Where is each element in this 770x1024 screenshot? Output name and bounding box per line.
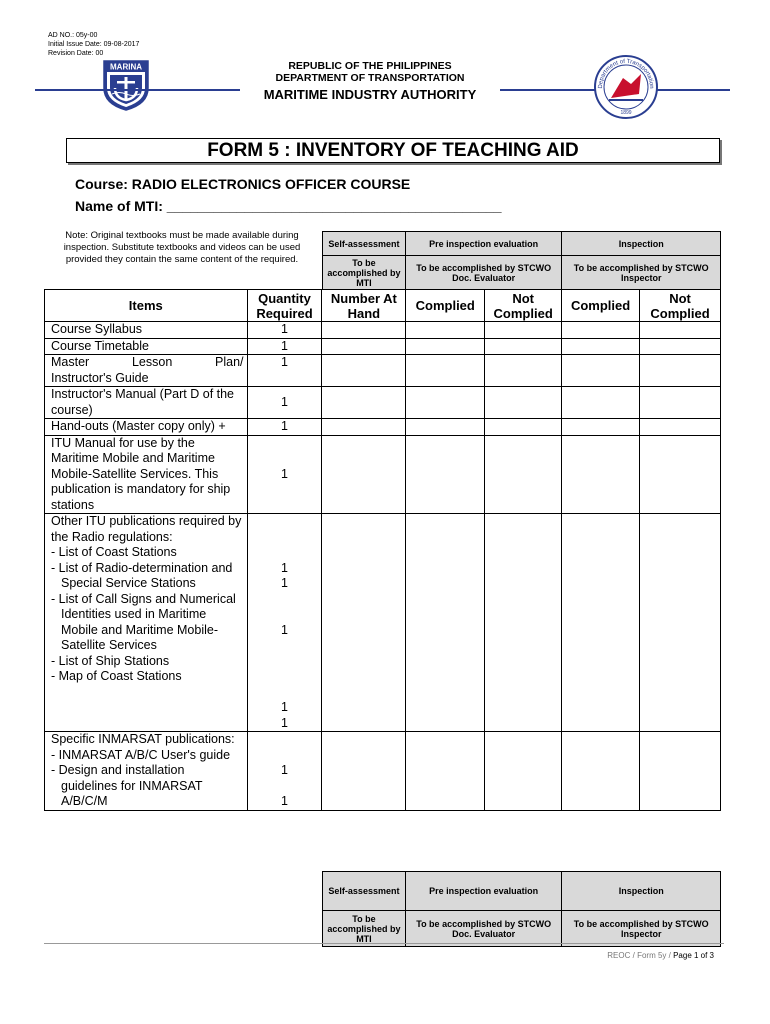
sub-item: - Design and installation guidelines for INMARSAT A/B/C/M <box>51 763 203 808</box>
table-row <box>45 732 721 811</box>
pre-inspection-label: Pre inspection evaluation <box>405 232 562 256</box>
not-complied-cell[interactable] <box>485 387 562 419</box>
number-at-hand-cell[interactable] <box>322 514 406 732</box>
complied-cell[interactable] <box>406 338 485 355</box>
inspection-label: Inspection <box>562 232 721 256</box>
item-cell: Course Syllabus <box>45 322 248 339</box>
complied-cell[interactable] <box>406 387 485 419</box>
number-at-hand-cell[interactable] <box>322 387 406 419</box>
item-cell: Hand-outs (Master copy only) + <box>45 419 248 436</box>
table-row <box>45 322 721 339</box>
note-text: Note: Original textbooks must be made available during inspection. Substitute textbooks and videos can be used provided they contain the same content of the required. <box>63 230 301 265</box>
column-header-row <box>45 290 721 322</box>
inspection-label: Inspection <box>562 872 721 911</box>
not-complied-cell[interactable] <box>485 514 562 732</box>
sub-quantity: 1 <box>281 576 288 590</box>
page-number: Page 1 of 3 <box>673 951 714 960</box>
dotr-seal-year: 1899 <box>620 110 632 116</box>
quantity-cell: 1 <box>247 435 322 514</box>
course-name: Course: RADIO ELECTRONICS OFFICER COURSE <box>75 176 411 192</box>
not-complied-cell[interactable] <box>485 732 562 811</box>
marina-logo-text: MARINA <box>110 62 142 72</box>
quantity-cell: 1 <box>247 322 322 339</box>
col-number-at-hand: Number At Hand <box>322 290 406 322</box>
pre-inspection-label: Pre inspection evaluation <box>405 872 562 911</box>
table-row <box>45 338 721 355</box>
not-complied-cell[interactable] <box>640 355 721 387</box>
item-cell <box>45 732 248 811</box>
quantity-cell <box>247 514 322 732</box>
number-at-hand-cell[interactable] <box>322 355 406 387</box>
by-evaluator-label: To be accomplished by STCWO Doc. Evaluator <box>405 911 562 947</box>
footer-reference: REOC / Form 5y / <box>607 951 674 960</box>
number-at-hand-cell[interactable] <box>322 732 406 811</box>
item-cell: Instructor's Manual (Part D of the course) <box>45 387 248 419</box>
page-footer <box>607 951 714 960</box>
col-items: Items <box>45 290 248 322</box>
not-complied-cell[interactable] <box>640 419 721 436</box>
complied-cell[interactable] <box>562 514 640 732</box>
by-inspector-label: To be accomplished by STCWO Inspector <box>562 256 721 290</box>
complied-cell[interactable] <box>562 355 640 387</box>
number-at-hand-cell[interactable] <box>322 435 406 514</box>
sub-item: - List of Ship Stations <box>51 653 170 668</box>
not-complied-cell[interactable] <box>640 732 721 811</box>
col-quantity: Quantity Required <box>247 290 322 322</box>
table-row <box>45 514 721 732</box>
table-row <box>45 355 721 387</box>
complied-cell[interactable] <box>562 732 640 811</box>
not-complied-cell[interactable] <box>485 322 562 339</box>
col-not-complied-inspection: Not Complied <box>640 290 721 322</box>
item-heading: Other ITU publications required by the Radio regulations: <box>51 514 242 544</box>
complied-cell[interactable] <box>406 355 485 387</box>
not-complied-cell[interactable] <box>640 514 721 732</box>
complied-cell[interactable] <box>406 514 485 732</box>
quantity-cell: 1 <box>247 419 322 436</box>
sub-item: - List of Call Signs and Numerical Identities used in Maritime Mobile and Maritime Mobile-Satellite Services <box>51 591 236 652</box>
not-complied-cell[interactable] <box>485 338 562 355</box>
revision-date: Revision Date: 00 <box>48 50 104 57</box>
sub-quantity: 1 <box>281 715 288 730</box>
complied-cell[interactable] <box>562 387 640 419</box>
sub-quantity: 1 <box>281 700 288 714</box>
item-cell <box>45 355 248 387</box>
complied-cell[interactable] <box>562 322 640 339</box>
number-at-hand-cell[interactable] <box>322 419 406 436</box>
complied-cell[interactable] <box>562 435 640 514</box>
header-department: DEPARTMENT OF TRANSPORTATION <box>275 72 465 84</box>
table-row <box>45 435 721 514</box>
complied-cell[interactable] <box>406 322 485 339</box>
quantity-cell <box>247 732 322 811</box>
evaluation-header-top <box>322 231 721 290</box>
form-title: FORM 5 : INVENTORY OF TEACHING AID <box>66 138 720 163</box>
by-mti-label: To be accomplished by MTI <box>323 256 406 290</box>
number-at-hand-cell[interactable] <box>322 322 406 339</box>
ad-number: AD NO.: 05y-00 <box>48 32 98 39</box>
self-assessment-label: Self-assessment <box>323 232 406 256</box>
quantity-cell: 1 <box>247 387 322 419</box>
not-complied-cell[interactable] <box>640 435 721 514</box>
item-cell <box>45 514 248 732</box>
by-mti-label: To be accomplished by MTI <box>323 911 406 947</box>
not-complied-cell[interactable] <box>640 322 721 339</box>
marina-logo <box>101 58 151 112</box>
self-assessment-label: Self-assessment <box>323 872 406 911</box>
by-evaluator-label: To be accomplished by STCWO Doc. Evaluator <box>405 256 562 290</box>
item-heading: Specific INMARSAT publications: <box>51 732 235 746</box>
table-row <box>45 419 721 436</box>
dotr-seal-text: Department of Transportation <box>597 58 655 89</box>
col-not-complied-pre: Not Complied <box>485 290 562 322</box>
mti-name-field[interactable]: Name of MTI: ___________________________________________ <box>75 198 502 214</box>
number-at-hand-cell[interactable] <box>322 338 406 355</box>
quantity-cell: 1 <box>247 338 322 355</box>
issue-date: Initial Issue Date: 09-08-2017 <box>48 41 140 48</box>
not-complied-cell[interactable] <box>485 435 562 514</box>
sub-item: - Map of Coast Stations <box>51 669 182 683</box>
not-complied-cell[interactable] <box>485 419 562 436</box>
sub-quantity: 1 <box>281 560 288 575</box>
col-complied-inspection: Complied <box>562 290 640 322</box>
not-complied-cell[interactable] <box>485 355 562 387</box>
document-meta <box>48 31 139 58</box>
col-complied-pre: Complied <box>406 290 485 322</box>
item-line: Instructor's Guide <box>51 370 149 385</box>
complied-cell[interactable] <box>562 338 640 355</box>
inventory-table <box>44 289 721 811</box>
complied-cell[interactable] <box>562 419 640 436</box>
footer-rule <box>44 943 724 944</box>
item-line: Master Lesson Plan/ <box>51 355 244 369</box>
sub-item: - List of Coast Stations <box>51 545 177 559</box>
table-row <box>45 387 721 419</box>
sub-quantity: 1 <box>281 763 288 777</box>
sub-quantity: 1 <box>281 794 288 808</box>
quantity-cell: 1 <box>247 355 322 387</box>
header-republic: REPUBLIC OF THE PHILIPPINES <box>288 60 452 72</box>
complied-cell[interactable] <box>406 435 485 514</box>
complied-cell[interactable] <box>406 419 485 436</box>
evaluation-header-bottom <box>322 871 721 947</box>
header-authority: MARITIME INDUSTRY AUTHORITY <box>240 88 500 102</box>
sub-quantity: 1 <box>281 622 288 637</box>
sub-item: - INMARSAT A/B/C User's guide <box>51 747 231 762</box>
by-inspector-label: To be accomplished by STCWO Inspector <box>562 911 721 947</box>
not-complied-cell[interactable] <box>640 387 721 419</box>
complied-cell[interactable] <box>406 732 485 811</box>
not-complied-cell[interactable] <box>640 338 721 355</box>
item-cell: ITU Manual for use by the Maritime Mobile and Maritime Mobile-Satellite Services. This publication is mandatory for ship stations <box>45 435 248 514</box>
item-cell: Course Timetable <box>45 338 248 355</box>
dotr-seal <box>593 54 659 120</box>
sub-item: - List of Radio-determination and Special Service Stations <box>51 560 233 590</box>
